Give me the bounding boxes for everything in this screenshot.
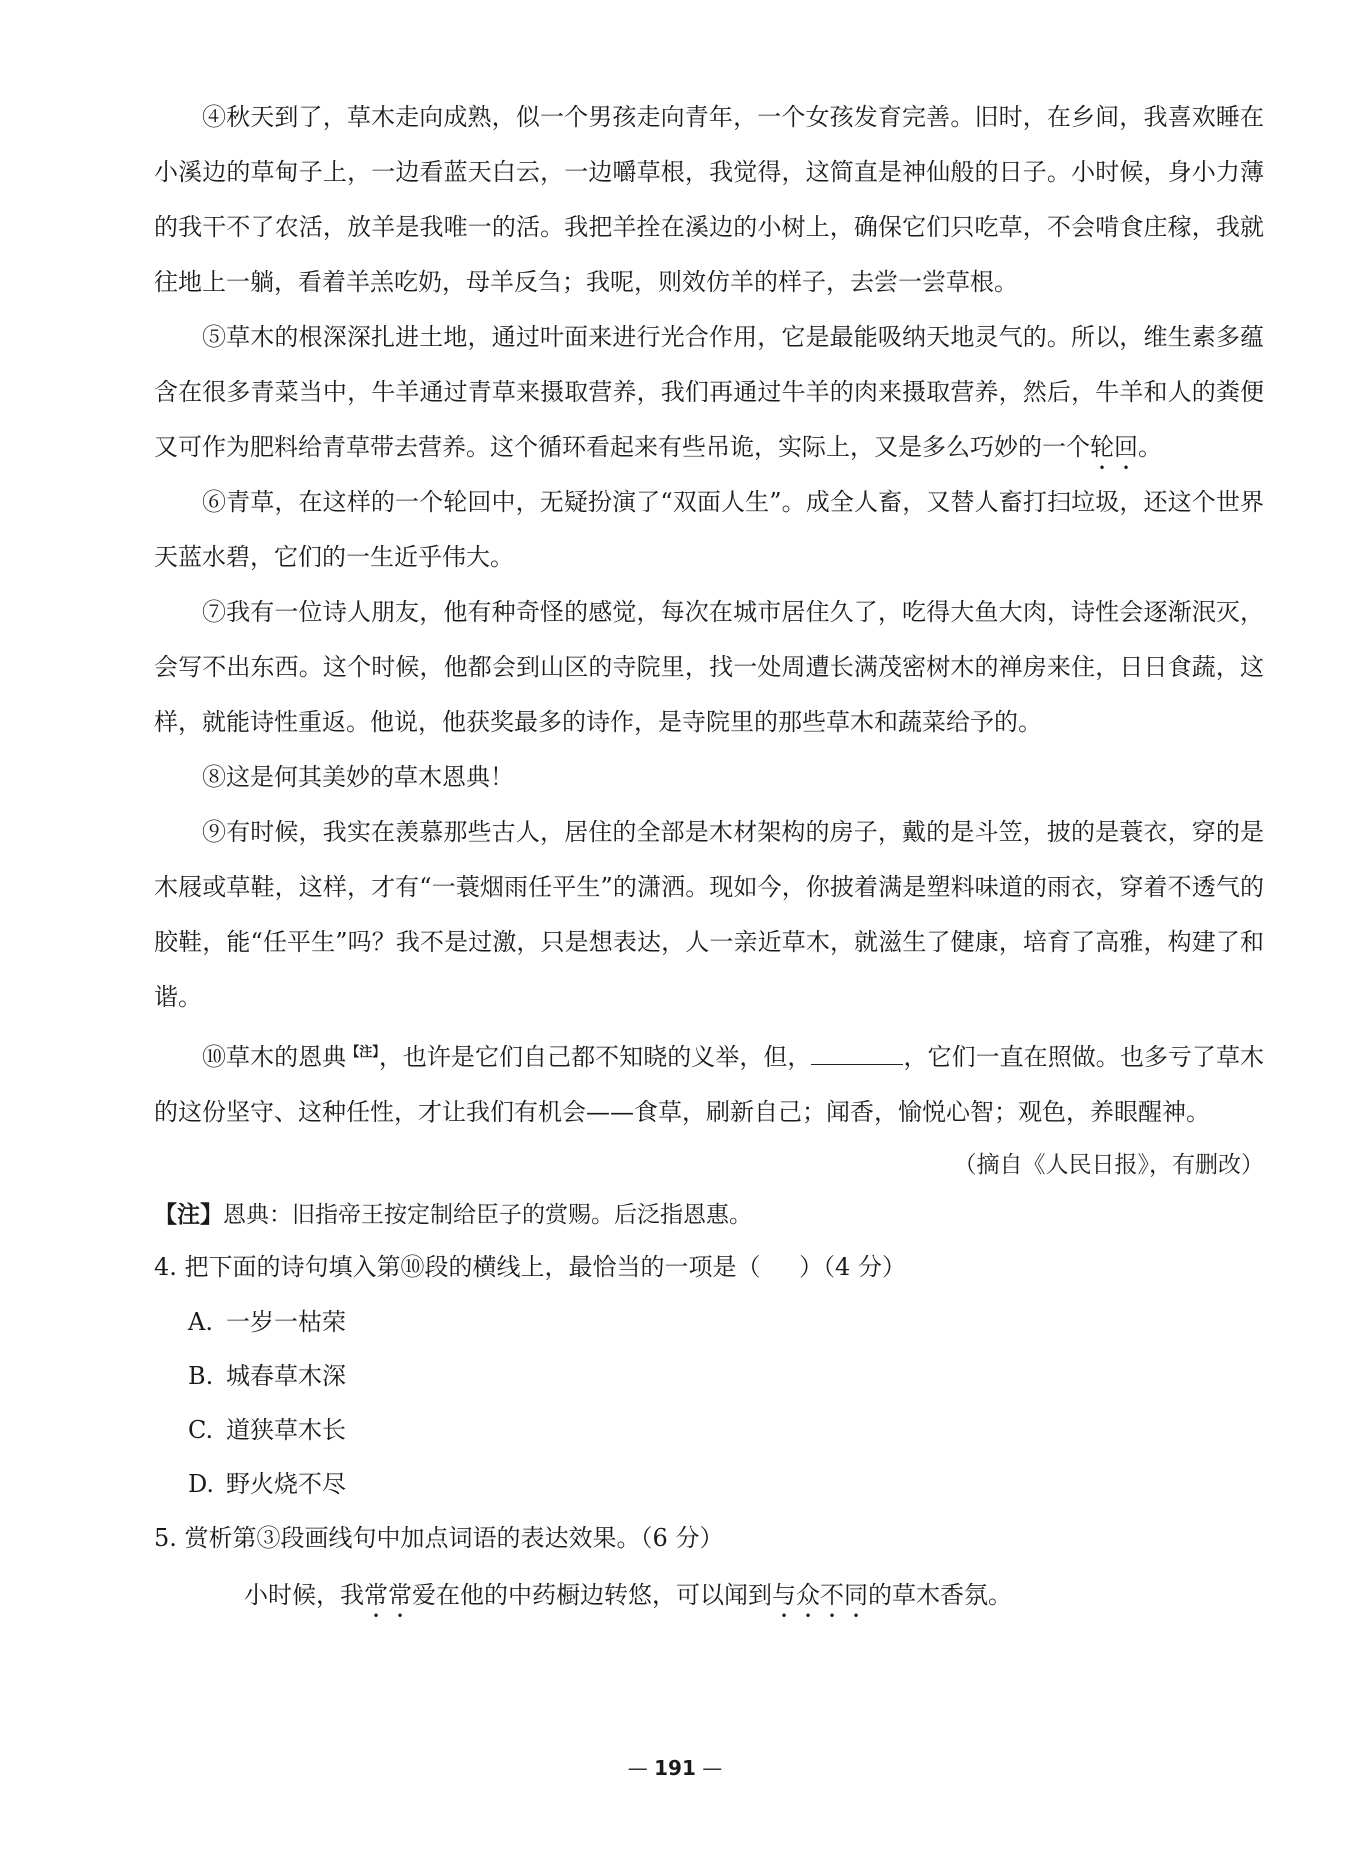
paragraph-6: ⑥青草，在这样的一个轮回中，无疑扮演了“双面人生”。成全人畜，又替人畜打扫垃圾，还这个世界天蓝水碧，它们的一生近乎伟大。 [154,488,1264,571]
paragraph-5-text: ⑤草木的根深深扎进土地，通过叶面来进行光合作用，它是最能吸纳天地灵气的。所以，维生素多蕴含在很多青菜当中，牛羊通过青草来摄取营养，我们再通过牛羊的肉来摄取营养，然后，牛羊和人的粪便又可作为肥料给青草带去营养。这个循环看起来有些吊诡，实际上，又是多么巧妙的一个 [154,323,1264,461]
dotted-word-yuzhongbutong: 与众不同 [772,1581,868,1609]
question-4-text-after: ）（4 分） [799,1253,906,1281]
page-number-value: 191 [654,1756,696,1780]
option-letter: C. [188,1416,214,1444]
paragraph-8: ⑧这是何其美妙的草木恩典！ [202,763,514,791]
paragraph-10 [154,1025,1264,1140]
question-5-number: 5. [154,1524,177,1552]
paragraph-5 [154,310,1264,475]
question-5-text: 赏析第③段画线句中加点词语的表达效果。（6 分） [184,1524,724,1552]
option-letter: A. [188,1308,213,1336]
option-c[interactable] [154,1403,1264,1457]
question-4-number: 4. [154,1253,177,1281]
option-letter: B. [188,1362,214,1390]
paragraph-10-start: ⑩草木的恩典 [202,1043,347,1071]
paragraph-10-middle: ，也许是它们自己都不知晓的义举，但， [378,1043,812,1071]
question-5 [154,1511,1264,1566]
quote-start: 小时候，我 [244,1581,364,1609]
option-text: 一岁一枯荣 [226,1308,346,1336]
page-number-dash-right: — [695,1756,723,1780]
footnote-mark: 【注】 [346,1045,379,1060]
footnote [154,1190,1264,1240]
page-number [0,1756,1350,1780]
source-citation: （摘自《人民日报》，有删改） [953,1152,1264,1178]
document-page [154,90,1264,1624]
question-5-quote [154,1566,1264,1624]
option-a[interactable] [154,1295,1264,1349]
option-d[interactable] [154,1457,1264,1511]
question-4-text-before: 把下面的诗句填入第⑩段的横线上，最恰当的一项是（ [184,1253,761,1281]
quote-middle: 爱在他的中药橱边转悠，可以闻到 [412,1581,772,1609]
page-number-dash-left: — [627,1756,655,1780]
quote-end: 的草木香氛。 [868,1581,1012,1609]
option-letter: D. [188,1470,215,1498]
footnote-label: 【注】 [154,1201,223,1228]
paragraph-4: ④秋天到了，草木走向成熟，似一个男孩走向青年，一个女孩发育完善。旧时，在乡间，我喜欢睡在小溪边的草甸子上，一边看蓝天白云，一边嚼草根，我觉得，这简直是神仙般的日子。小时候，身小力薄的我干不了农活，放羊是我唯一的活。我把羊拴在溪边的小树上，确保它们只吃草，不会啃食庄稼，我就往地上一躺，看着羊羔吃奶，母羊反刍；我呢，则效仿羊的样子，去尝一尝草根。 [154,103,1264,296]
paragraph-7: ⑦我有一位诗人朋友，他有种奇怪的感觉，每次在城市居住久了，吃得大鱼大肉，诗性会逐渐泯灭，会写不出东西。这个时候，他都会到山区的寺院里，找一处周遭长满茂密树木的禅房来住，日日食蔬，这样，就能诗性重返。他说，他获奖最多的诗作，是寺院里的那些草木和蔬菜给予的。 [154,598,1264,736]
question-4 [154,1240,1264,1295]
answer-slot-4[interactable] [761,1240,800,1295]
option-text: 野火烧不尽 [226,1470,346,1498]
footnote-text: 恩典：旧指帝王按定制给臣子的赏赐。后泛指恩惠。 [223,1202,752,1228]
paragraph-10-end: ，它们一直在照做。也多亏了草木的这份坚守、这种任性，才让我们有机会——食草，刷新自己；闻香，愉悦心智；观色，养眼醒神。 [154,1043,1264,1126]
option-text: 道狭草木长 [226,1416,346,1444]
dotted-word-lunhui: 轮回 [1090,433,1138,461]
option-b[interactable] [154,1349,1264,1403]
option-text: 城春草木深 [226,1362,346,1390]
fill-in-blank[interactable] [811,1042,903,1065]
paragraph-9: ⑨有时候，我实在羡慕那些古人，居住的全部是木材架构的房子，戴的是斗笠，披的是蓑衣，穿的是木屐或草鞋，这样，才有“一蓑烟雨任平生”的潇洒。现如今，你披着满是塑料味道的雨衣，穿着不透气的胶鞋，能“任平生”吗？我不是过激，只是想表达，人一亲近草木，就滋生了健康，培育了高雅，构建了和谐。 [154,818,1264,1011]
paragraph-5-end: 。 [1138,433,1162,461]
dotted-word-changchang: 常常 [364,1581,412,1609]
